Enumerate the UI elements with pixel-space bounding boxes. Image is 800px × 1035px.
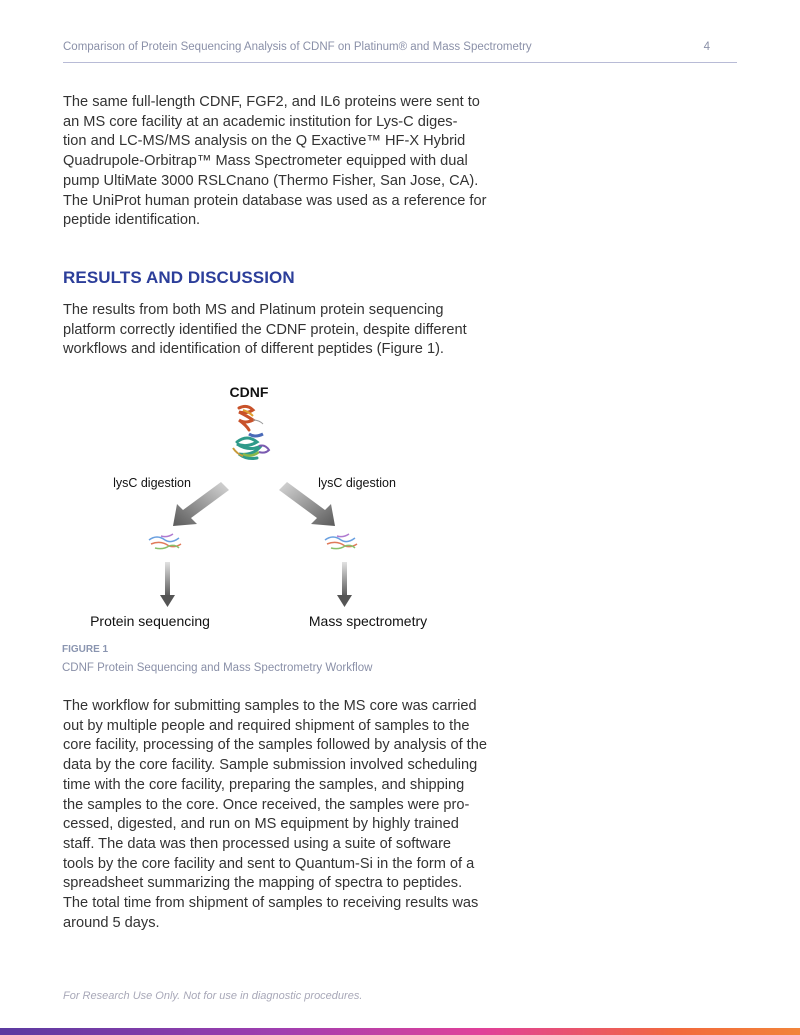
protein-structure-icon bbox=[233, 406, 269, 458]
text-line: cessed, digested, and run on MS equipment by highly trained bbox=[63, 816, 459, 833]
text-line: staff. The data was then processed using a suite of software bbox=[63, 835, 452, 852]
text-line: The UniProt human protein database was used as a reference for bbox=[63, 192, 487, 209]
text-line: out by multiple people and required shipment of samples to the bbox=[63, 717, 470, 734]
right-digestion-label: lysC digestion bbox=[318, 476, 396, 490]
text-line: data by the core facility. Sample submission involved scheduling bbox=[63, 757, 478, 774]
figure-caption: CDNF Protein Sequencing and Mass Spectrometry Workflow bbox=[62, 662, 373, 674]
figure-label: FIGURE 1 bbox=[62, 644, 109, 655]
section-heading: RESULTS AND DISCUSSION bbox=[63, 268, 295, 287]
workflow-figure bbox=[63, 376, 483, 636]
text-line: The workflow for submitting samples to the MS core was carried bbox=[63, 698, 477, 714]
footer-gradient-bar bbox=[0, 1028, 800, 1035]
text-line: time with the core facility, preparing the samples, and shipping bbox=[63, 776, 465, 793]
text-line: tion and LC-MS/MS analysis on the Q Exactive™ HF-X Hybrid bbox=[63, 133, 466, 150]
right-peptide-fragments-icon bbox=[325, 534, 357, 549]
text-line: The same full-length CDNF, FGF2, and IL6 proteins were sent to bbox=[63, 94, 480, 110]
footer-disclaimer: For Research Use Only. Not for use in diagnostic procedures. bbox=[63, 990, 363, 1002]
left-output-label: Protein sequencing bbox=[90, 613, 210, 629]
header-title: Comparison of Protein Sequencing Analysis of CDNF on Platinum® and Mass Spectrometry bbox=[63, 41, 532, 53]
text-line: The total time from shipment of samples to receiving results was bbox=[63, 895, 479, 912]
text-line: the samples to the core. Once received, the samples were pro- bbox=[63, 796, 470, 813]
protein-label: CDNF bbox=[229, 384, 269, 400]
left-peptide-fragments-icon bbox=[149, 534, 181, 549]
text-line: around 5 days. bbox=[63, 914, 160, 931]
right-output-label: Mass spectrometry bbox=[308, 613, 428, 629]
left-down-arrow bbox=[160, 562, 175, 607]
text-line: an MS core facility at an academic institution for Lys-C diges- bbox=[63, 113, 458, 130]
intro-paragraph bbox=[63, 93, 503, 231]
text-line: spreadsheet summarizing the mapping of spectra to peptides. bbox=[63, 875, 463, 892]
right-down-arrow bbox=[337, 562, 352, 607]
header-divider bbox=[63, 62, 737, 63]
text-line: The results from both MS and Platinum protein sequencing bbox=[63, 302, 444, 318]
results-paragraph bbox=[63, 301, 503, 360]
page-number: 4 bbox=[703, 41, 710, 53]
text-line: core facility, processing of the samples followed by analysis of the bbox=[63, 737, 487, 754]
workflow-diagram bbox=[63, 376, 483, 636]
text-line: pump UltiMate 3000 RSLCnano (Thermo Fisher, San Jose, CA). bbox=[63, 172, 479, 189]
text-line: workflows and identification of different peptides (Figure 1). bbox=[63, 341, 444, 358]
text-line: platform correctly identified the CDNF protein, despite different bbox=[63, 321, 467, 338]
text-line: Quadrupole-Orbitrap™ Mass Spectrometer equipped with dual bbox=[63, 153, 468, 170]
workflow-paragraph bbox=[63, 697, 503, 933]
text-line: peptide identification. bbox=[63, 212, 201, 229]
text-line: tools by the core facility and sent to Quantum-Si in the form of a bbox=[63, 855, 475, 872]
left-digestion-label: lysC digestion bbox=[113, 476, 191, 490]
